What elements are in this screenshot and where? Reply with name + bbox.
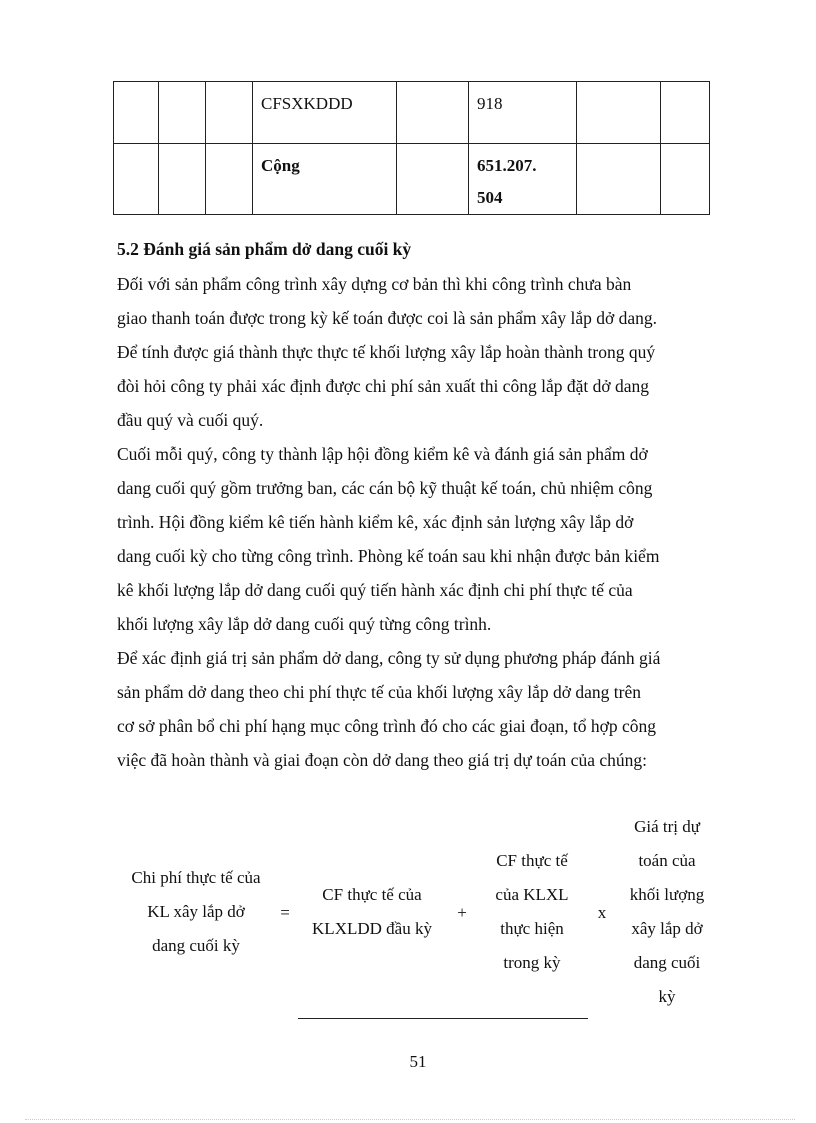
table-cell (661, 82, 710, 144)
text-line: dang cuối kỳ cho từng công trình. Phòng kế toán sau khi nhận được bản kiểm (117, 546, 660, 566)
text-line: đòi hỏi công ty phải xác định được chi phí sản xuất thi công lắp đặt dở dang (117, 376, 649, 396)
table-cell (159, 82, 206, 144)
text-line: kê khối lượng lắp dở dang cuối quý tiến hành xác định chi phí thực tế của (117, 580, 633, 600)
total-value (469, 144, 577, 215)
formula-line: Giá trị dự (634, 817, 700, 836)
formula-opening-cost (296, 878, 448, 946)
formula-line: CF thực tế (496, 851, 568, 870)
text-line: Để xác định giá trị sản phẩm dở dang, công ty sử dụng phương pháp đánh giá (117, 648, 661, 668)
text-line: cơ sở phân bổ chi phí hạng mục công trình đó cho các giai đoạn, tổ hợp công (117, 716, 657, 736)
table-cell (206, 144, 253, 215)
formula-line: CF thực tế của (322, 885, 422, 904)
text-line: Cuối mỗi quý, công ty thành lập hội đồng kiểm kê và đánh giá sản phẩm dở (117, 444, 648, 464)
page-number: 51 (409, 1052, 427, 1071)
body-text (117, 267, 717, 777)
formula-line: kỳ (658, 987, 676, 1006)
table-cell (159, 144, 206, 215)
table-cell (661, 144, 710, 215)
formula-line: của KLXL (495, 885, 569, 904)
equals-sign: = (280, 903, 290, 922)
text-line: Để tính được giá thành thực thực tế khối lượng xây lắp hoàn thành trong quý (117, 342, 656, 362)
table-cell (206, 82, 253, 144)
cost-table (113, 81, 710, 215)
formula-lhs (112, 861, 280, 963)
formula-line: Chi phí thực tế của (131, 868, 261, 887)
formula-line: KLXLDD đầu kỳ (312, 919, 432, 938)
row-value: 918 (469, 82, 577, 144)
formula-line: dang cuối (633, 953, 701, 972)
formula-line: KL xây lắp dở (147, 902, 245, 921)
paragraph (117, 437, 717, 641)
table-cell (114, 82, 159, 144)
formula-line: toán của (638, 851, 696, 870)
text-line: việc đã hoàn thành và giai đoạn còn dở dang theo giá trị dự toán của chúng: (117, 750, 647, 770)
formula-line: xây lắp dở (631, 919, 703, 938)
paragraph (117, 267, 717, 437)
formula-line: khối lượng (629, 885, 705, 904)
formula-estimate-value (612, 810, 722, 1014)
table-cell (397, 144, 469, 215)
table-cell (577, 144, 661, 215)
text-line: giao thanh toán được trong kỳ kế toán được coi là sản phẩm xây lắp dở dang. (117, 308, 657, 328)
total-value-line: 504 (477, 188, 503, 207)
table-cell (114, 144, 159, 215)
table-cell (577, 82, 661, 144)
text-line: trình. Hội đồng kiểm kê tiến hành kiểm kê, xác định sản lượng xây lắp dở (117, 512, 634, 532)
multiply-sign: x (597, 903, 607, 922)
formula-line: trong kỳ (503, 953, 561, 972)
paragraph (117, 641, 717, 777)
total-value-line: 651.207. (477, 156, 537, 175)
table-row (114, 144, 710, 215)
table-row (114, 82, 710, 144)
text-line: sản phẩm dở dang theo chi phí thực tế của khối lượng xây lắp dở dang trên (117, 682, 641, 702)
total-label: Cộng (253, 144, 397, 215)
plus-sign: + (457, 903, 467, 922)
section-title: 5.2 Đánh giá sản phẩm dở dang cuối kỳ (117, 239, 412, 259)
text-line: đầu quý và cuối quý. (117, 410, 264, 430)
formula-period-cost (472, 844, 592, 980)
page-edge-divider (25, 1119, 795, 1120)
text-line: Đối với sản phẩm công trình xây dựng cơ bản thì khi công trình chưa bàn (117, 274, 632, 294)
fraction-bar (298, 1018, 588, 1019)
text-line: dang cuối quý gồm trưởng ban, các cán bộ kỹ thuật kế toán, chủ nhiệm công (117, 478, 653, 498)
table-cell (397, 82, 469, 144)
text-line: khối lượng xây lắp dở dang cuối quý từng công trình. (117, 614, 492, 634)
formula-line: thực hiện (500, 919, 564, 938)
row-label: CFSXKDDD (253, 82, 397, 144)
formula-line: dang cuối kỳ (152, 936, 240, 955)
